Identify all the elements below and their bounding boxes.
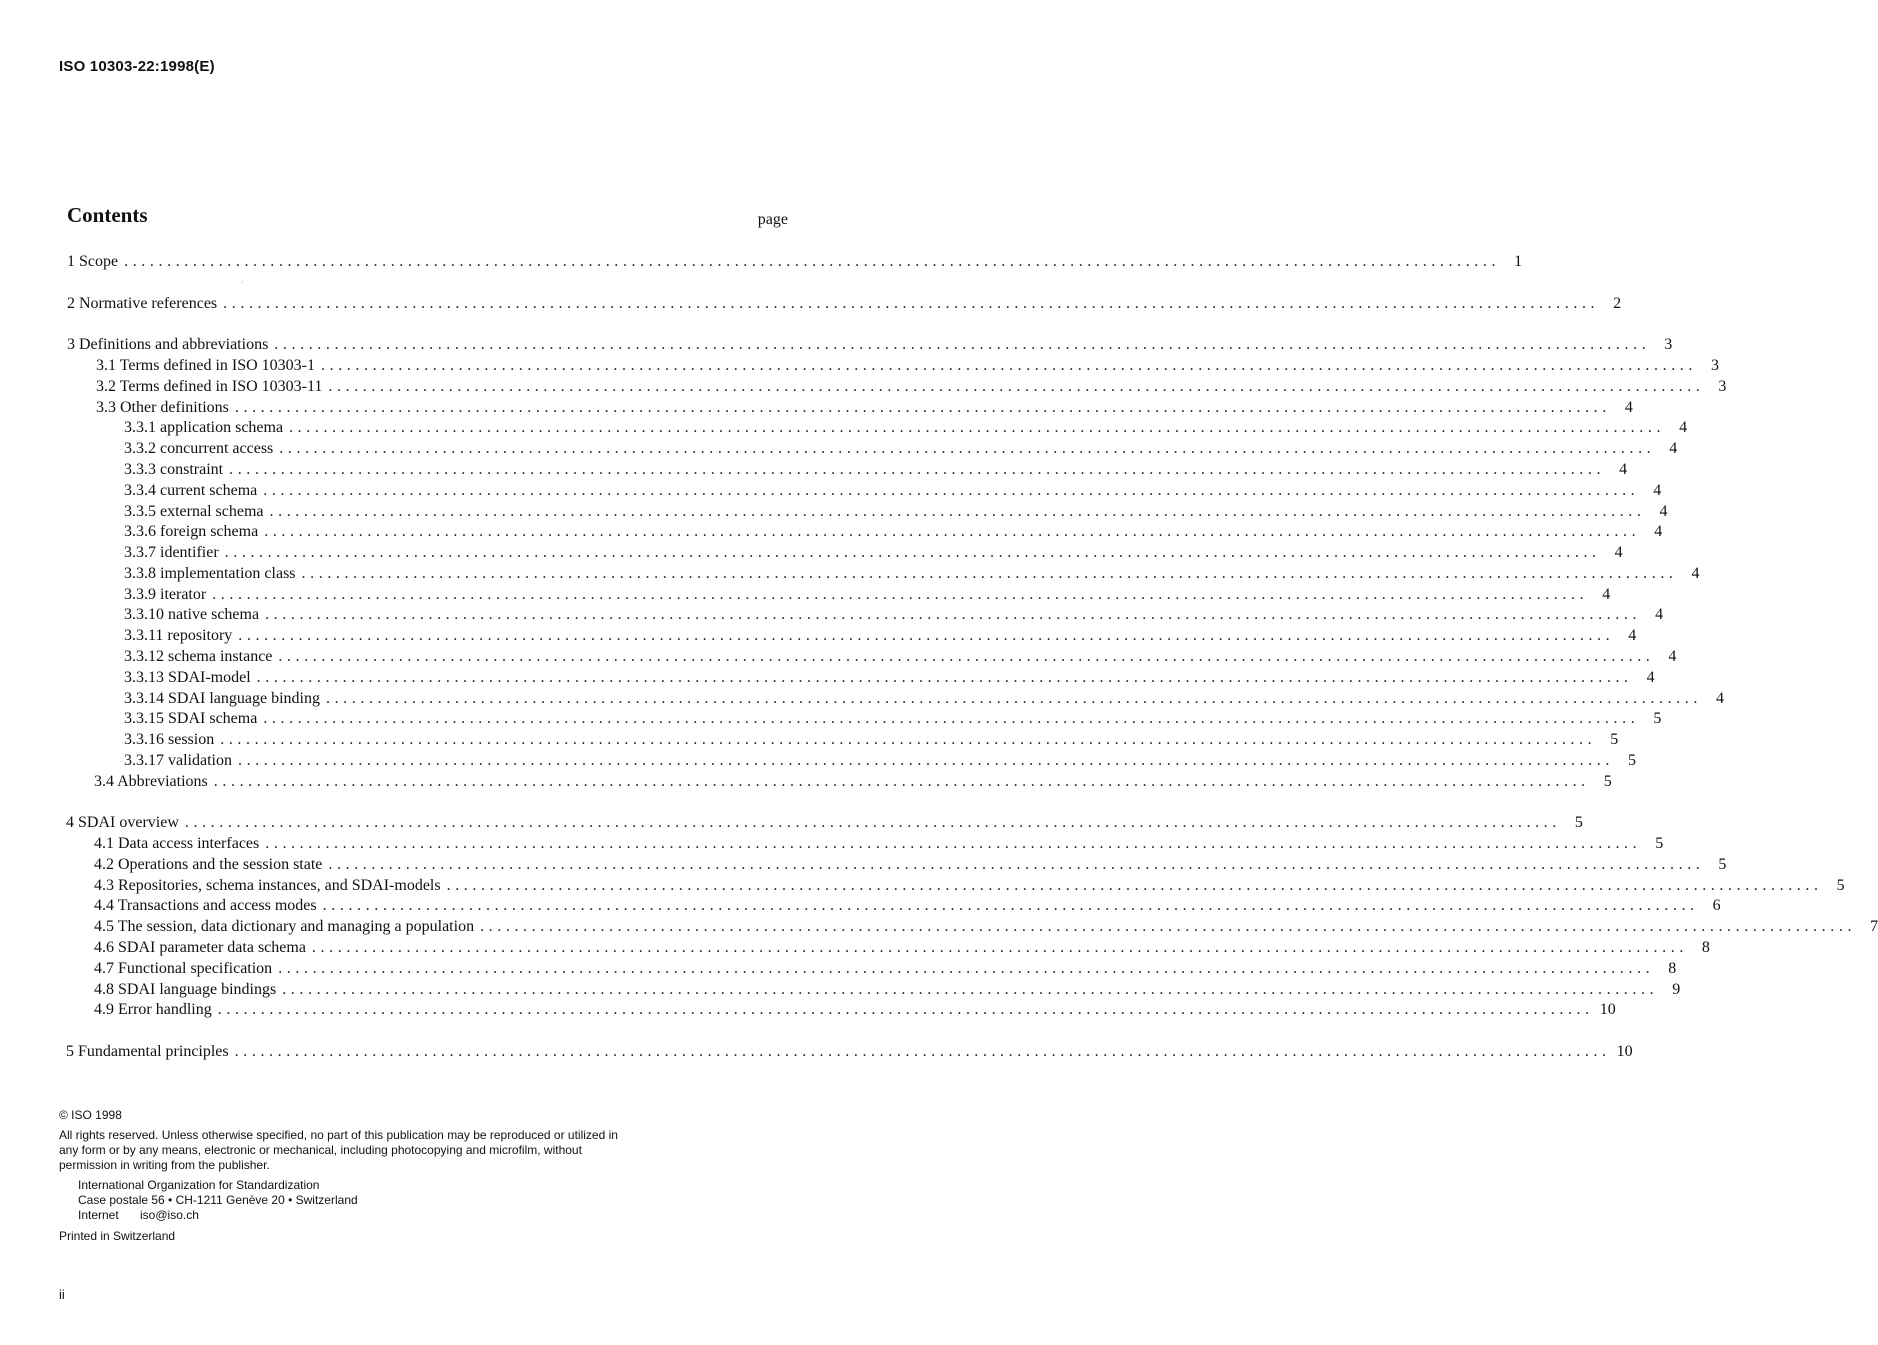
toc-entry-label: 5 Fundamental principles [66, 1043, 229, 1060]
printed-in: Printed in Switzerland [59, 1229, 176, 1243]
rights-statement: All rights reserved. Unless otherwise specified, no part of this publication may be reproduced or utilized in any form or by any means, electronic or mechanical, including photocopying and microfilm, without permission in writing from the publisher. [59, 1128, 618, 1172]
toc-entry[interactable] [94, 834, 1664, 854]
toc-entry[interactable] [124, 502, 1668, 522]
toc-entry-page: 4 [1668, 648, 1677, 665]
toc-entry-page: 10 [1599, 1001, 1616, 1018]
toc-entry[interactable] [124, 564, 1700, 584]
toc-entry-page: 1 [1514, 253, 1523, 270]
toc-entry[interactable] [124, 730, 1619, 750]
dot-leader: ................................................................................................................................................................ [263, 482, 1640, 499]
toc-entry-label: 3.3.10 native schema [124, 606, 260, 623]
toc-entry-page: 4 [1646, 669, 1655, 686]
toc-entry[interactable] [124, 585, 1611, 605]
toc-entry[interactable] [124, 481, 1662, 501]
toc-entry-label: 3.2 Terms defined in ISO 10303-11 [96, 378, 323, 395]
page-number: ii [59, 1287, 65, 1302]
toc-entry-label: 3.3.13 SDAI-model [124, 669, 251, 686]
dot-leader: ................................................................................................................................................................ [282, 981, 1659, 998]
toc-entry-label: 3.3.11 repository [124, 627, 233, 644]
toc-entry-label: 3.3.9 iterator [124, 586, 207, 603]
dot-leader: ................................................................................................................................................................ [237, 752, 1614, 769]
dot-leader: ................................................................................................................................................................ [220, 731, 1597, 748]
toc-entry-page: 2 [1613, 295, 1622, 312]
toc-entry[interactable] [67, 294, 1622, 314]
toc-entry-page: 4 [1653, 482, 1662, 499]
toc-entry[interactable] [96, 377, 1727, 397]
toc-entry-label: 3.3.8 implementation class [124, 565, 296, 582]
toc-entry-label: 4.2 Operations and the session state [94, 856, 323, 873]
copyright-line: © ISO 1998 [59, 1108, 122, 1122]
toc-entry-page: 5 [1655, 835, 1664, 852]
toc-entry-label: 3.3.15 SDAI schema [124, 710, 258, 727]
toc-entry-label: 3.3.12 schema instance [124, 648, 273, 665]
toc-entry-page: 3 [1664, 336, 1673, 353]
toc-entry-label: 4.7 Functional specification [94, 960, 273, 977]
dot-leader: ................................................................................................................................................................ [322, 897, 1699, 914]
toc-entry-label: 2 Normative references [67, 295, 218, 312]
dot-leader: ................................................................................................................................................................ [301, 565, 1678, 582]
dot-leader: ................................................................................................................................................................ [289, 419, 1666, 436]
toc-entry-page: 5 [1627, 752, 1636, 769]
toc-entry-page: 4 [1628, 627, 1637, 644]
toc-entry-page: 8 [1701, 939, 1710, 956]
dot-leader: ................................................................................................................................................................ [256, 669, 1633, 686]
toc-entry-label: 3.3.5 external schema [124, 503, 264, 520]
dot-leader: ................................................................................................................................................................ [265, 835, 1642, 852]
dot-leader: ................................................................................................................................................................ [446, 877, 1823, 894]
toc-entry-page: 4 [1624, 399, 1633, 416]
toc-entry[interactable] [94, 980, 1681, 1000]
copyright-footer [59, 1108, 619, 1244]
internet-line [78, 1208, 619, 1223]
toc-entry-label: 1 Scope [67, 253, 119, 270]
dot-leader: ................................................................................................................................................................ [278, 960, 1655, 977]
dot-leader: ................................................................................................................................................................ [124, 253, 1501, 270]
page-column-label: page [757, 211, 788, 228]
toc-entry-page: 10 [1616, 1043, 1633, 1060]
dot-leader: ................................................................................................................................................................ [224, 544, 1601, 561]
toc-entry-page: 4 [1659, 503, 1668, 520]
dot-leader: ................................................................................................................................................................ [321, 357, 1697, 374]
toc-entry[interactable] [94, 772, 1612, 792]
toc-entry-page: 5 [1603, 773, 1612, 790]
toc-entry-label: 3.3.7 identifier [124, 544, 219, 561]
toc-entry-label: 3.3.4 current schema [124, 482, 258, 499]
dot-leader: ................................................................................................................................................................ [278, 648, 1655, 665]
toc-entry-label: 3.1 Terms defined in ISO 10303-1 [96, 357, 315, 374]
toc-entry-page: 4 [1619, 461, 1628, 478]
dot-leader: ................................................................................................................................................................ [223, 295, 1600, 312]
dot-leader: ................................................................................................................................................................ [279, 440, 1656, 457]
toc-entry[interactable] [67, 335, 1673, 355]
toc-entry-label: 4.6 SDAI parameter data schema [94, 939, 306, 956]
toc-entry-label: 3.3.2 concurrent access [124, 440, 274, 457]
contents-title: Contents [67, 203, 148, 227]
toc-entry-page: 5 [1718, 856, 1727, 873]
toc-entry-label: 4 SDAI overview [66, 814, 179, 831]
dot-leader: ................................................................................................................................................................ [263, 710, 1640, 727]
toc-entry-page: 4 [1691, 565, 1700, 582]
toc-entry[interactable] [124, 460, 1628, 480]
toc-entry-label: 4.1 Data access interfaces [94, 835, 260, 852]
toc-entry[interactable] [66, 1042, 1633, 1062]
dot-leader: ................................................................................................................................................................ [328, 378, 1705, 395]
toc-entry-page: 4 [1614, 544, 1623, 561]
toc-entry[interactable] [124, 418, 1688, 438]
toc-entry-label: 3.4 Abbreviations [94, 773, 208, 790]
toc-entry[interactable] [124, 668, 1655, 688]
toc-entry-page: 6 [1712, 897, 1721, 914]
toc-entry-page: 8 [1668, 960, 1677, 977]
dot-leader: ................................................................................................................................................................ [264, 523, 1641, 540]
toc-entry[interactable] [124, 647, 1677, 667]
toc-entry[interactable] [66, 813, 1583, 833]
internet-label: Internet [78, 1208, 119, 1222]
dot-leader: ................................................................................................................................................................ [212, 586, 1589, 603]
toc-entry-label: 4.8 SDAI language bindings [94, 981, 277, 998]
dot-leader: ................................................................................................................................................................ [269, 503, 1646, 520]
toc-entry-page: 4 [1602, 586, 1611, 603]
toc-entry-label: 4.4 Transactions and access modes [94, 897, 317, 914]
toc-entry-label: 4.9 Error handling [94, 1001, 212, 1018]
toc-entry-page: 5 [1610, 731, 1619, 748]
toc-entry-label: 3.3.16 session [124, 731, 215, 748]
toc-entry[interactable] [124, 626, 1637, 646]
toc-entry-label: 3.3.17 validation [124, 752, 232, 769]
dot-leader: ................................................................................................................................................................ [217, 1001, 1594, 1018]
toc-entry[interactable] [67, 252, 1523, 272]
toc-entry-label: 3.3.6 foreign schema [124, 523, 259, 540]
toc-entry-page: 4 [1679, 419, 1688, 436]
toc-entry-page: 5 [1836, 877, 1845, 894]
scan-artifact-mark: ·' [240, 280, 244, 287]
toc-entry-label: 3.3.14 SDAI language binding [124, 690, 320, 707]
toc-entry[interactable] [94, 896, 1721, 916]
toc-entry[interactable] [94, 876, 1845, 896]
dot-leader: ................................................................................................................................................................ [234, 399, 1611, 416]
toc-entry-page: 4 [1654, 523, 1663, 540]
dot-leader: ................................................................................................................................................................ [480, 918, 1857, 935]
toc-entry-page: 5 [1653, 710, 1662, 727]
toc-entry-label: 4.5 The session, data dictionary and managing a population [94, 918, 475, 935]
toc-entry[interactable] [94, 938, 1710, 958]
toc-entry-page: 3 [1711, 357, 1719, 374]
toc-entry[interactable] [124, 605, 1664, 625]
dot-leader: ................................................................................................................................................................ [265, 606, 1642, 623]
org-address: Case postale 56 • CH-1211 Genève 20 • Switzerland [78, 1193, 358, 1207]
publisher-address [59, 1178, 619, 1223]
toc-entry-label: 3.3.1 application schema [124, 419, 284, 436]
toc-entry[interactable] [94, 917, 1878, 937]
toc-entry[interactable] [124, 522, 1663, 542]
toc-entry[interactable] [124, 439, 1678, 459]
toc-entry[interactable] [94, 959, 1677, 979]
toc-entry-page: 4 [1655, 606, 1664, 623]
toc-entry-page: 7 [1870, 918, 1878, 935]
dot-leader: ................................................................................................................................................................ [184, 814, 1561, 831]
toc-entry-page: 4 [1715, 690, 1724, 707]
dot-leader: ................................................................................................................................................................ [229, 461, 1606, 478]
toc-entry-label: 3.3 Other definitions [96, 399, 229, 416]
org-name: International Organization for Standardization [78, 1178, 320, 1192]
document-id-header: ISO 10303-22:1998(E) [59, 58, 215, 75]
dot-leader: ................................................................................................................................................................ [325, 690, 1702, 707]
toc-entry[interactable] [124, 543, 1623, 563]
dot-leader: ................................................................................................................................................................ [274, 336, 1651, 353]
toc-entry[interactable] [96, 356, 1719, 376]
dot-leader: ................................................................................................................................................................ [328, 856, 1705, 873]
toc-entry-page: 4 [1669, 440, 1678, 457]
toc-entry-label: 3.3.3 constraint [124, 461, 224, 478]
toc-entry-page: 3 [1718, 378, 1727, 395]
toc-entry[interactable] [124, 751, 1636, 771]
toc-entry[interactable] [94, 1000, 1616, 1020]
toc-entry-label: 3 Definitions and abbreviations [67, 336, 269, 353]
toc-entry-page: 9 [1672, 981, 1681, 998]
dot-leader: ................................................................................................................................................................ [213, 773, 1590, 790]
toc-entry[interactable] [124, 689, 1724, 709]
dot-leader: ................................................................................................................................................................ [234, 1043, 1611, 1060]
toc-entry[interactable] [124, 709, 1662, 729]
toc-entry-page: 5 [1574, 814, 1583, 831]
toc-entry[interactable] [96, 398, 1633, 418]
internet-address: iso@iso.ch [140, 1208, 199, 1222]
toc-entry[interactable] [94, 855, 1727, 875]
toc-entry-label: 4.3 Repositories, schema instances, and SDAI-models [94, 877, 441, 894]
dot-leader: ................................................................................................................................................................ [311, 939, 1688, 956]
dot-leader: ................................................................................................................................................................ [238, 627, 1615, 644]
